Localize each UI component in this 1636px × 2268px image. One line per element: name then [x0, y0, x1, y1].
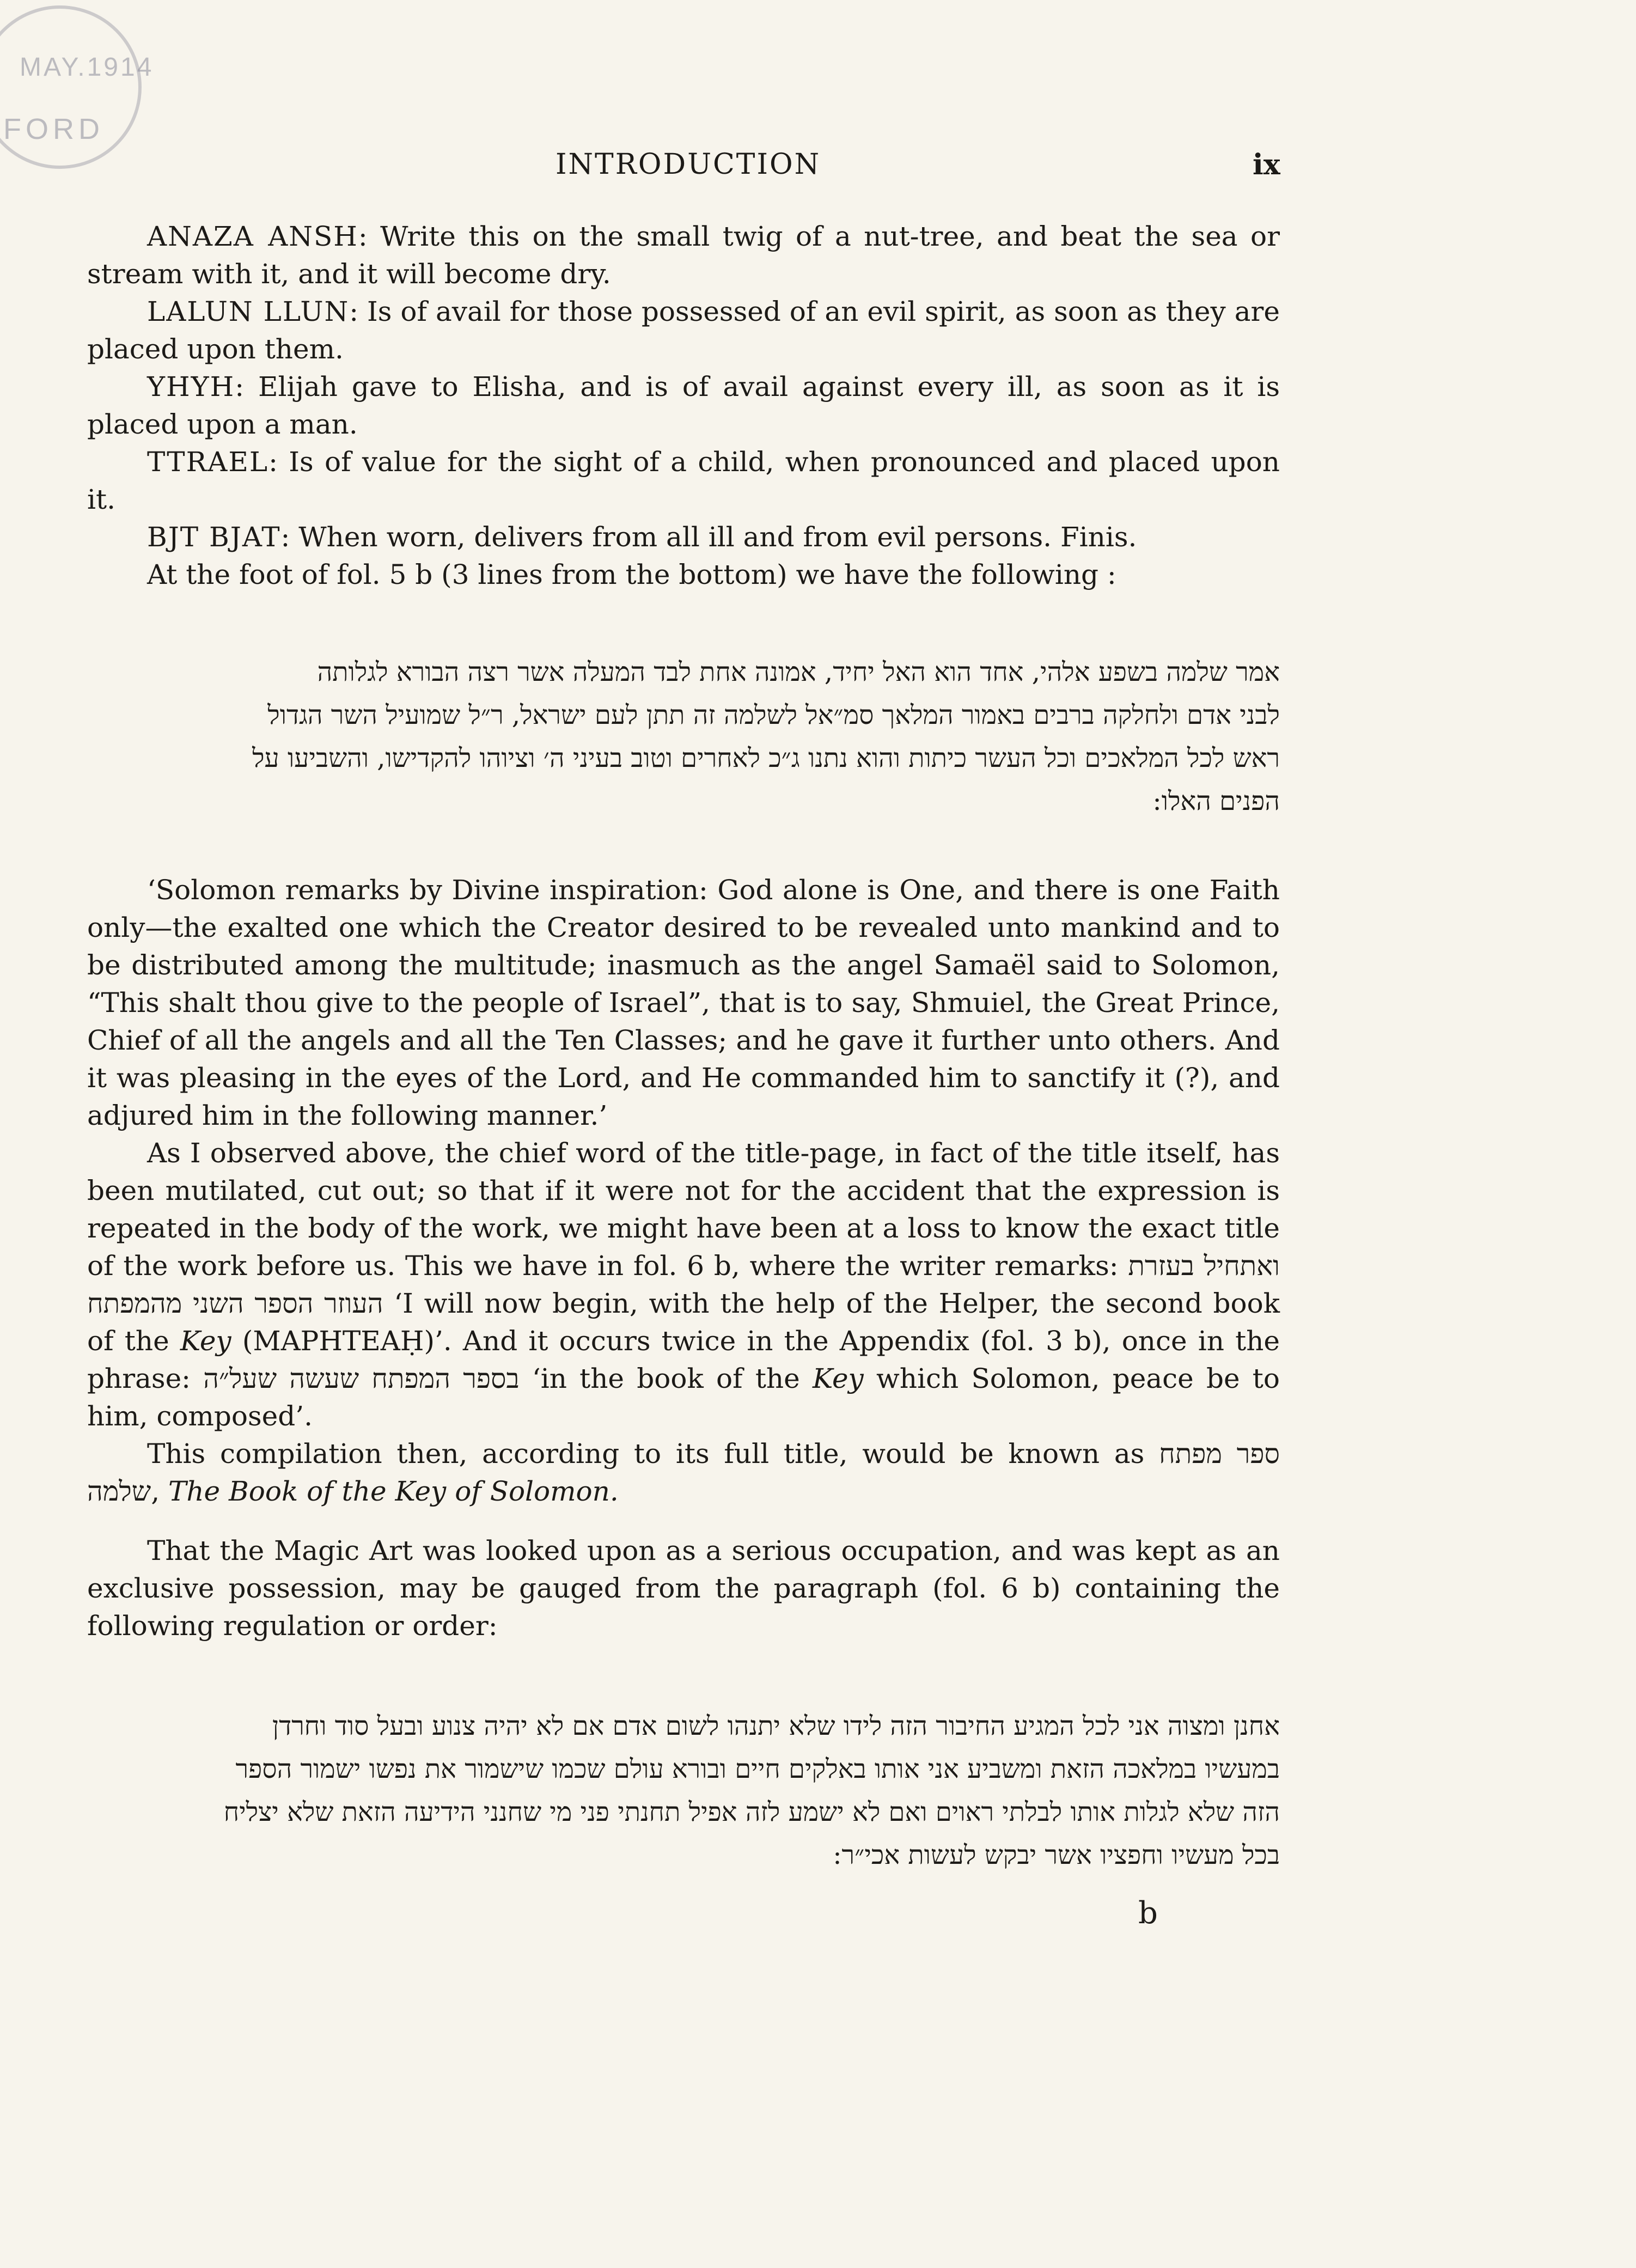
paragraph-text: ‘in the book of the	[532, 1363, 800, 1394]
hebrew-line: הפנים האלו:	[1152, 786, 1280, 816]
name-label: YHYH	[147, 371, 235, 403]
paragraph-text: This compilation then, according to its full title, would be known as	[147, 1438, 1145, 1470]
hebrew-inline: בספר המפתח שעשה שעל״ה	[203, 1363, 520, 1394]
hebrew-line: במעשיו במלאכה הזאת ומשביע אני אותו באלקים חיים ובורא עולם שכמו שישמור את נפשו ישמור הספר	[235, 1754, 1280, 1784]
magic-paragraph: That the Magic Art was looked upon as a serious occupation, and was kept as an exclusive possession, may be gauged from the paragraph (fol. 6 b) containing the following regulation or order:	[87, 1535, 1280, 1642]
hebrew-line: לבני אדם ולחלקה ברבים באמור המלאך סמ״אל לשלמה זה תתן לעם ישראל, ר״ל שמועיל השר הגדול	[267, 700, 1280, 730]
page-header	[0, 148, 1636, 186]
paragraph-text: ,	[151, 1476, 160, 1507]
compilation-paragraph	[87, 1435, 1280, 1510]
name-description: : Write this on the small twig of a nut-tree, and beat the sea or stream with it, and it will become dry.	[87, 221, 1280, 290]
hebrew-line: אמר שלמה בשפע אלהי, אחד הוא האל יחיד, אמונה אחת לבד המעלה אשר רצה הבורא לגלותה	[317, 657, 1280, 687]
observed-paragraph	[87, 1135, 1280, 1435]
name-description: : Is of value for the sight of a child, when pronounced and placed upon it.	[87, 446, 1280, 515]
paragraph-text: (MAPHTEAḤ)’. And it occurs twice in the Appendix (fol. 3 b), once in the phrase:	[87, 1325, 1280, 1394]
name-entry	[87, 368, 1280, 443]
body-text	[87, 871, 1280, 1645]
paragraph-text: which Solomon, peace be to him, composed’.	[87, 1363, 1280, 1432]
hebrew-line: בכל מעשיו וחפציו אשר יבקש לעשות אכי״ר:	[833, 1840, 1280, 1870]
stamp-date: MAY.1914	[20, 53, 154, 82]
signature-mark: b	[1138, 1895, 1158, 1931]
hebrew-inline: ואתחיל בעזרת העוזר הספר השני מהמפתח	[87, 1250, 1280, 1319]
key-italic: Key	[180, 1325, 231, 1357]
name-description: : When worn, delivers from all ill and from evil persons. Finis.	[280, 521, 1137, 553]
foot-intro: At the foot of fol. 5 b (3 lines from the bottom) we have the following :	[147, 559, 1116, 590]
name-label: TTRAEL	[147, 446, 269, 478]
paragraph-text: As I observed above, the chief word of the title-page, in fact of the title itself, has been mutilated, cut out; so that if it were not for the accident that the expression is repeated in the body of the work, we might have been at a loss to know the exact title of the work before us. This we have in fol. 6 b, where the writer remarks:	[87, 1137, 1280, 1282]
hebrew-quotation-2	[87, 1705, 1280, 1877]
hebrew-inline: ספר מפתח שלמה	[87, 1438, 1280, 1507]
name-label: ANAZA ANSH	[147, 221, 358, 252]
paragraph-text: ‘I will now begin, with the help of the Helper, the second book of the	[87, 1288, 1280, 1357]
name-entry	[87, 443, 1280, 519]
hebrew-line: אחנן ומצוה אני לכל המגיע החיבור הזה לידו שלא יתנהו לשום אדם אם לא יהיה צנוע ובעל סוד וחרדן	[272, 1711, 1280, 1741]
hebrew-line: ראש לכל המלאכים וכל העשר כיתות והוא נתנו ג״כ לאחרים וטוב בעיני ה׳ וציוהו להקדישו, והשביעו על	[252, 743, 1280, 773]
name-label: LALUN LLUN	[147, 296, 350, 327]
library-stamp	[0, 5, 154, 169]
name-entry	[87, 293, 1280, 368]
hebrew-quotation-1	[87, 651, 1280, 823]
name-label: BJT BJAT	[147, 521, 281, 553]
book-title-italic: The Book of the Key of Solomon.	[168, 1476, 619, 1507]
page-number: ix	[1253, 148, 1280, 181]
name-description: : Elijah gave to Elisha, and is of avail against every ill, as soon as it is placed upon a man.	[87, 371, 1280, 440]
key-italic: Key	[812, 1363, 864, 1394]
magic-names-list	[87, 218, 1280, 594]
hebrew-line: הזה שלא לגלות אותו לבלתי ראוים ואם לא ישמע לזה אפיל תחנתי פני מי שחנני הידיעה הזאת שלא יצליח	[223, 1797, 1280, 1827]
name-entry	[87, 218, 1280, 293]
name-entry	[87, 519, 1280, 556]
name-description: : Is of avail for those possessed of an evil spirit, as soon as they are placed upon them.	[87, 296, 1280, 365]
stamp-text: FORD	[3, 113, 104, 145]
translation-paragraph: ‘Solomon remarks by Divine inspiration: God alone is One, and there is one Faith only—the exalted one which the Creator desired to be revealed unto mankind and to be distributed among the multitude; inasmuch as the angel Samaël said to Solomon, “This shalt thou give to the people of Israel”, that is to say, Shmuiel, the Great Prince, Chief of all the angels and all the Ten Classes; and he gave it further unto others. And it was pleasing in the eyes of the Lord, and He commanded him to sanctify it (?), and adjured him in the following manner.’	[87, 874, 1280, 1131]
running-title: INTRODUCTION	[555, 148, 821, 181]
